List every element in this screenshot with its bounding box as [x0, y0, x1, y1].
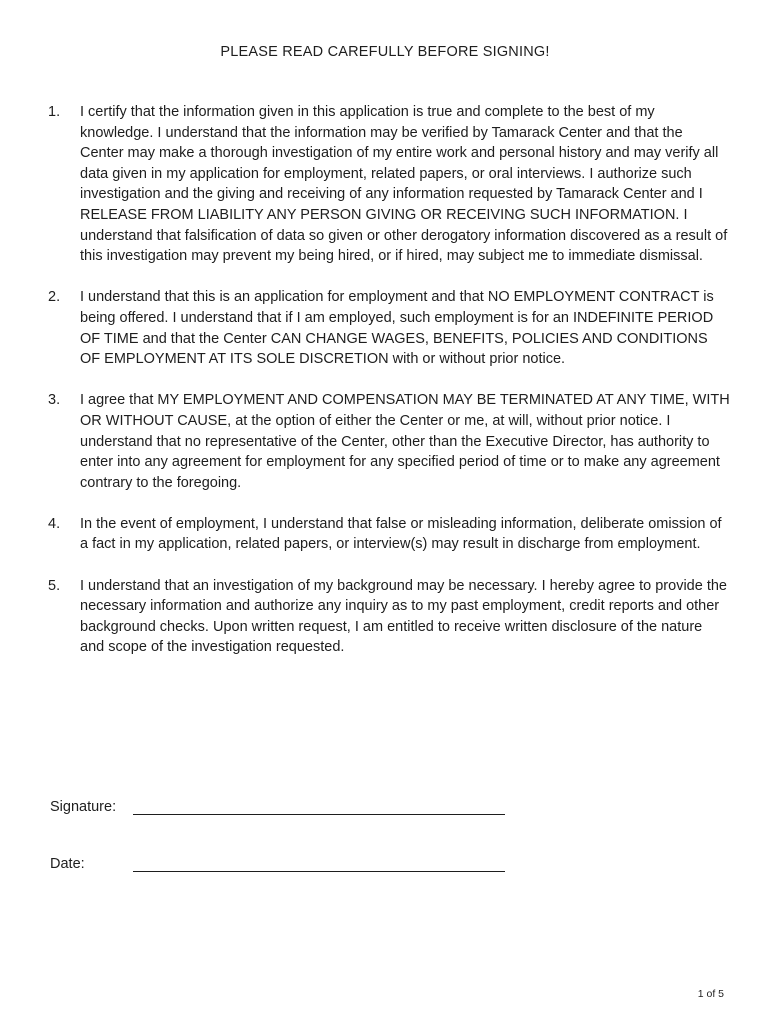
- item-text: I agree that MY EMPLOYMENT AND COMPENSATION MAY BE TERMINATED AT ANY TIME, WITH OR WITHOUT CAUSE, at the option of either the Center or me, at will, without prior notice. I understand that no representative of the Center, other than the Executive Director, has authority to enter into any agreement for employment for any specified period of time or to make any agreement contrary to the foregoing.: [80, 392, 730, 491]
- item-number: 3.: [48, 392, 61, 409]
- item-text: I certify that the information given in this application is true and complete to the best of my knowledge. I understand that the information may be verified by Tamarack Center and that the Center may make a thorough investigation of my entire work and personal history and may verify all data given in my application for employment, related papers, or oral interviews. I authorize such investigation and the giving and receiving of any information requested by Tamarack Center and I RELEASE FROM LIABILITY ANY PERSON GIVING OR RECEIVING SUCH INFORMATION. I understand that falsification of data so given or other derogatory information discovered as a result of this investigation may prevent my being hired, or if hired, may subject me to immediate dismissal.: [80, 104, 728, 265]
- list-item: [48, 287, 738, 369]
- list-item: [48, 576, 738, 658]
- list-item: [48, 390, 738, 493]
- item-number: 1.: [48, 104, 61, 120]
- agreement-list: [48, 102, 738, 679]
- item-number: 4.: [48, 515, 61, 532]
- date-field: [50, 855, 505, 872]
- signature-line[interactable]: [133, 798, 505, 815]
- page-number: 1 of 5: [697, 988, 724, 1000]
- date-label: Date:: [50, 856, 85, 872]
- page-heading: PLEASE READ CAREFULLY BEFORE SIGNING!: [220, 44, 550, 60]
- item-text: In the event of employment, I understand that false or misleading information, deliberate omission of a fact in my application, related papers, or interview(s) may result in discharge from employment.: [80, 515, 722, 553]
- date-line[interactable]: [133, 855, 505, 872]
- item-text: I understand that an investigation of my background may be necessary. I hereby agree to provide the necessary information and authorize any inquiry as to my past employment, credit reports and other background checks. Upon written request, I am entitled to receive written disclosure of the nature and scope of the investigation requested.: [80, 577, 727, 656]
- signature-label: Signature:: [50, 799, 117, 815]
- item-text: I understand that this is an application for employment and that NO EMPLOYMENT CONTRACT is being offered. I understand that if I am employed, such employment is for an INDEFINITE PERIOD OF TIME and that the Center CAN CHANGE WAGES, BENEFITS, POLICIES AND CONDITIONS OF EMPLOYMENT AT ITS SOLE DISCRETION with or without prior notice.: [80, 289, 714, 368]
- list-item: [48, 102, 738, 267]
- item-number: 2.: [48, 289, 61, 306]
- list-item: [48, 514, 738, 555]
- signature-field: [50, 798, 505, 815]
- item-number: 5.: [48, 577, 61, 594]
